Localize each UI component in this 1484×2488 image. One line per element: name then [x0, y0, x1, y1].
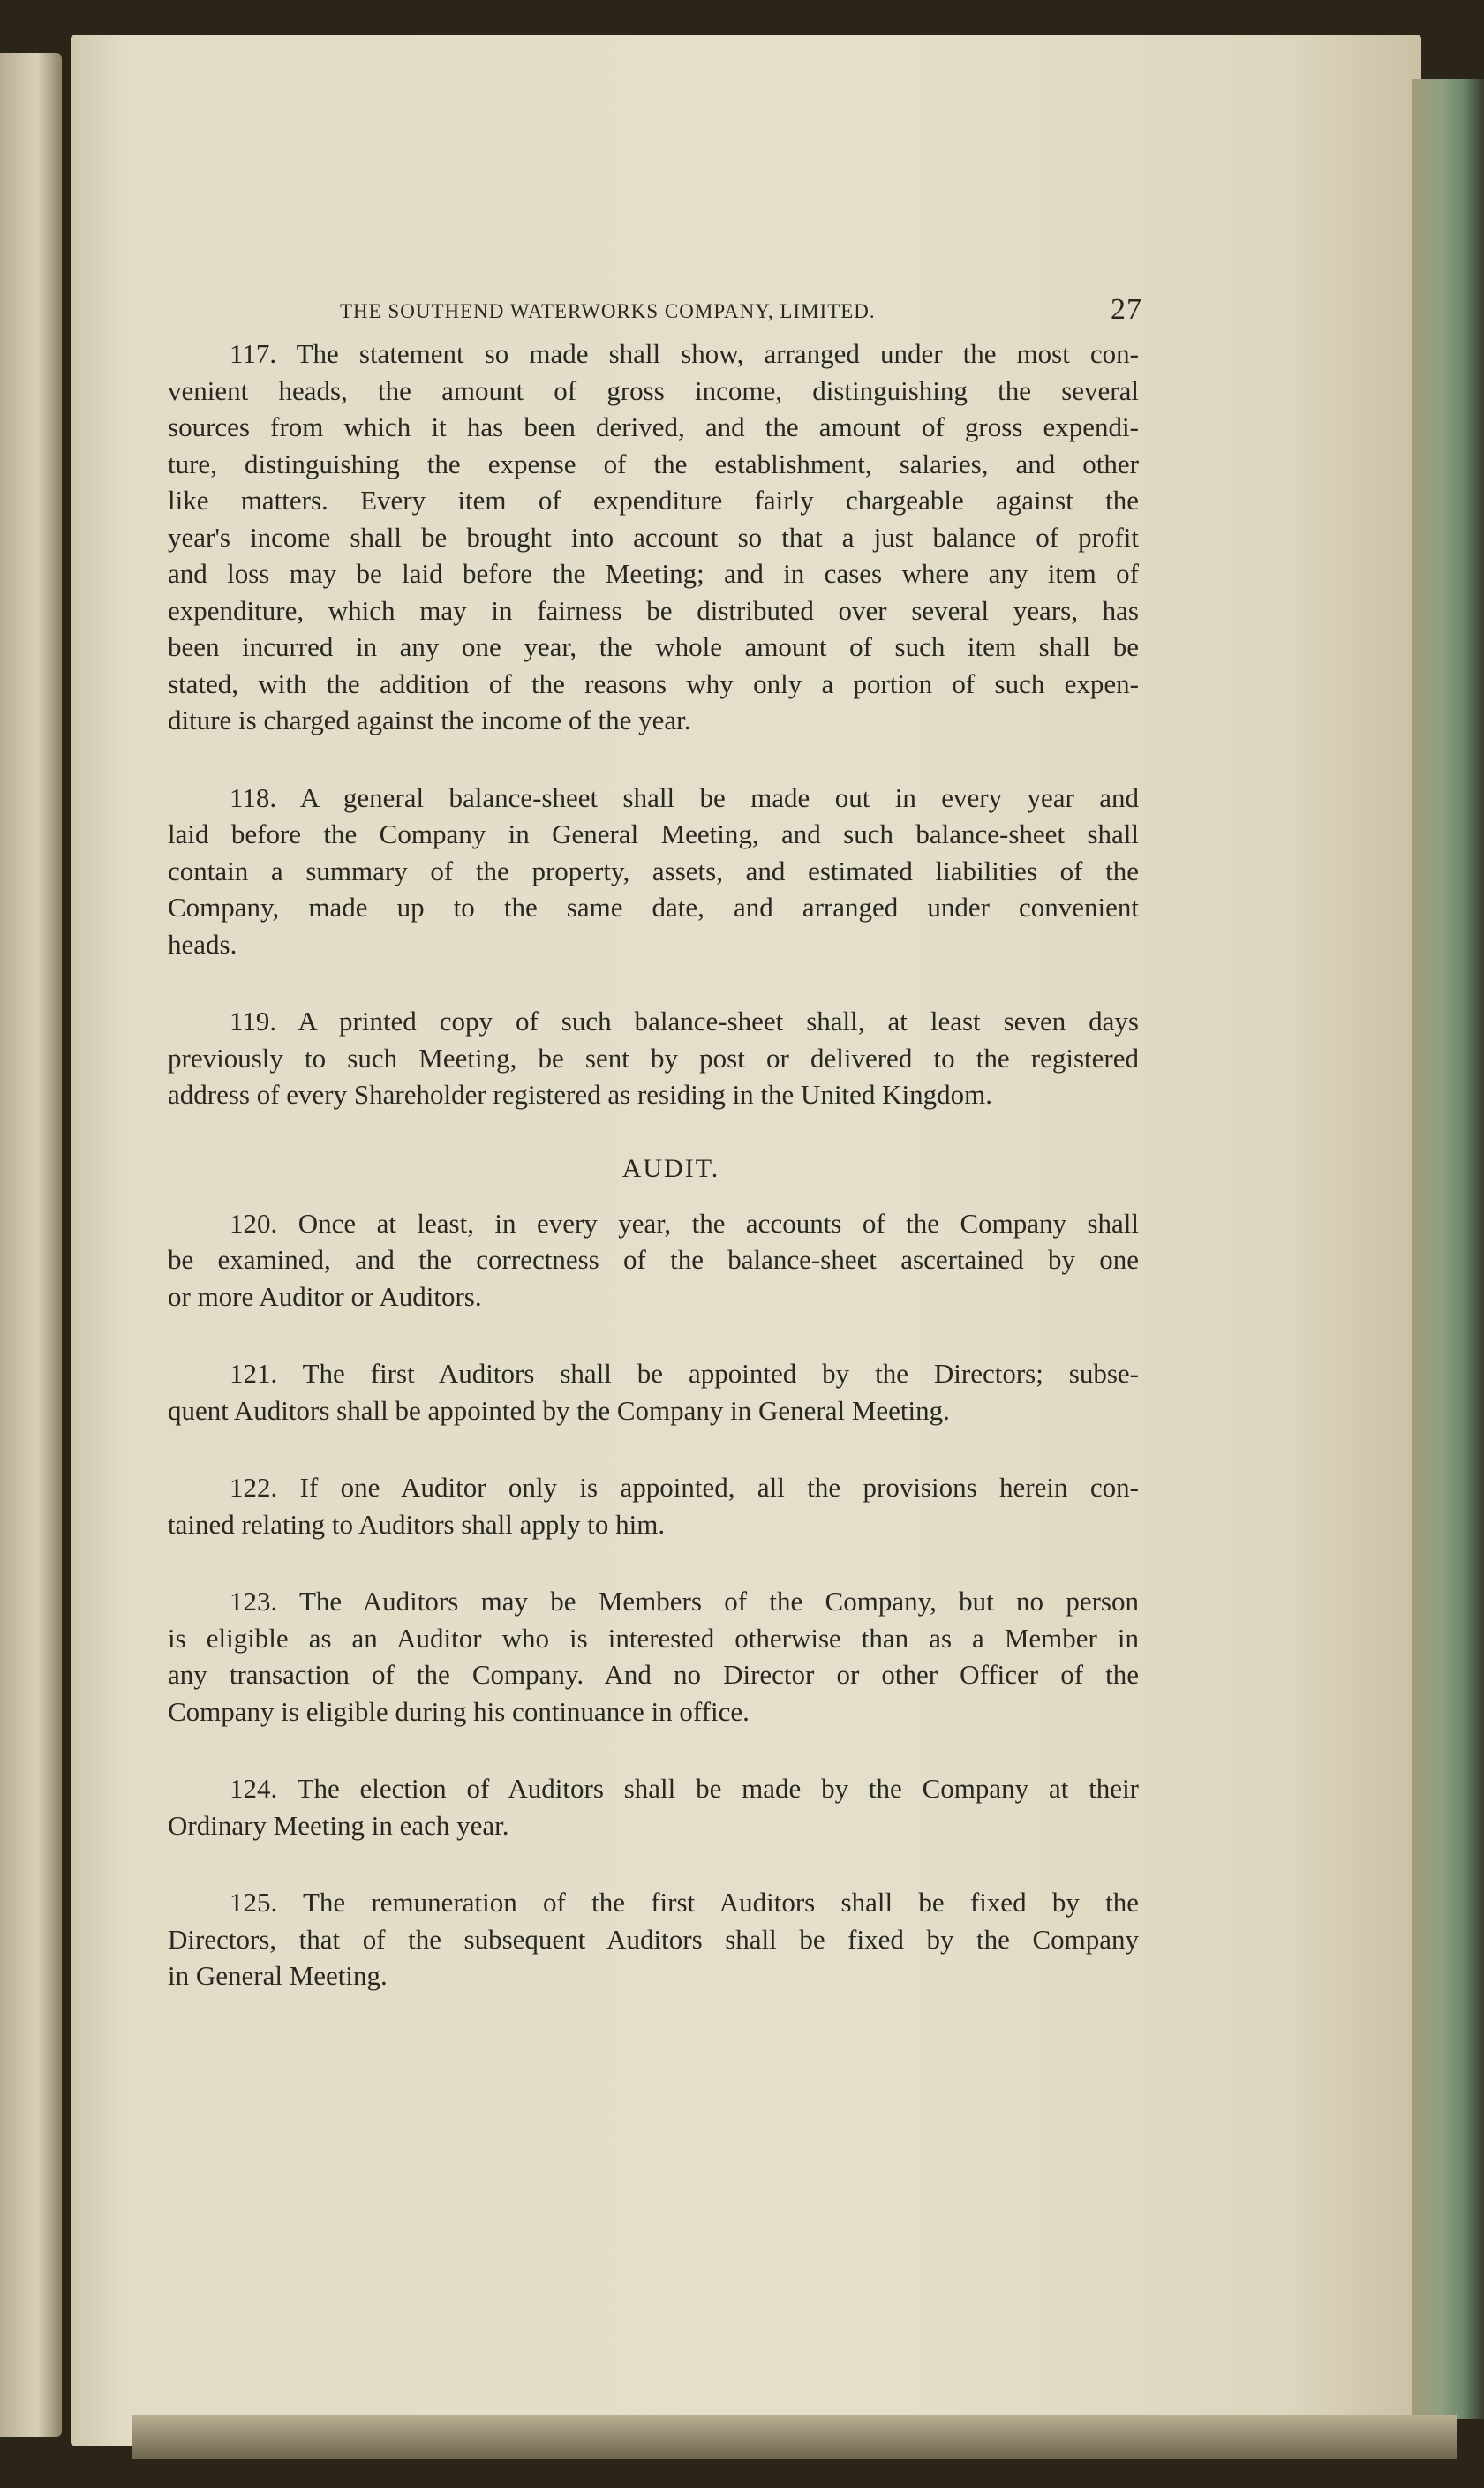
text-line: address of every Shareholder registered as residing in the United Kingdom. [168, 1079, 993, 1110]
text-line: heads. [168, 928, 237, 960]
article-paragraph [168, 1355, 1139, 1429]
article-paragraph [168, 780, 1139, 963]
text-line: 120. Once at least, in every year, the accounts of the Company shall [230, 1207, 1139, 1239]
text-line: Company, made up to the same date, and arranged under convenient [168, 892, 1139, 923]
text-line: like matters. Every item of expenditure fairly chargeable against the [168, 485, 1139, 516]
text-line: 124. The election of Auditors shall be made by the Company at their [230, 1773, 1139, 1804]
text-line: in General Meeting. [168, 1960, 388, 1991]
text-line: Company is eligible during his continuance in office. [168, 1695, 750, 1727]
article-paragraph [168, 1205, 1139, 1316]
text-line: 121. The first Auditors shall be appointed by the Directors; subse- [230, 1358, 1139, 1389]
paragraphs-before-audit [168, 336, 1139, 1113]
text-line: is eligible as an Auditor who is interested otherwise than as a Member in [168, 1622, 1139, 1654]
text-line: tained relating to Auditors shall apply to him. [168, 1508, 666, 1540]
article-paragraph [168, 1770, 1139, 1843]
text-line: expenditure, which may in fairness be distributed over several years, has [168, 594, 1139, 626]
paragraphs-audit [168, 1205, 1139, 1994]
text-line: previously to such Meeting, be sent by post or delivered to the registered [168, 1042, 1139, 1074]
text-line: year's income shall be brought into account so that a just balance of profit [168, 521, 1139, 553]
text-line: any transaction of the Company. And no Director or other Officer of the [168, 1659, 1139, 1690]
text-line: be examined, and the correctness of the balance-sheet ascertained by one [168, 1244, 1139, 1275]
article-paragraph [168, 1469, 1139, 1542]
text-line: Directors, that of the subsequent Auditors shall be fixed by the Company [168, 1923, 1139, 1955]
page-content [168, 291, 1142, 2035]
text-line: laid before the Company in General Meeting, and such balance-sheet shall [168, 818, 1139, 849]
text-line: ture, distinguishing the expense of the establishment, salaries, and other [168, 448, 1139, 479]
text-line: 123. The Auditors may be Members of the Company, but no person [230, 1586, 1139, 1617]
text-line: contain a summary of the property, assets, and estimated liabilities of the [168, 855, 1139, 886]
text-line: 118. A general balance-sheet shall be made out in every year and [230, 781, 1139, 813]
running-head [168, 291, 1142, 336]
text-line: stated, with the addition of the reasons why only a portion of such expen- [168, 667, 1139, 699]
text-line: venient heads, the amount of gross income, distinguishing the several [168, 374, 1139, 406]
facing-page-edge [0, 53, 62, 2437]
text-line: been incurred in any one year, the whole amount of such item shall be [168, 631, 1139, 662]
section-heading-audit: AUDIT. [621, 1153, 720, 1183]
text-line: or more Auditor or Auditors. [168, 1280, 482, 1312]
article-paragraph [168, 1884, 1139, 1994]
article-paragraph [168, 1583, 1139, 1730]
text-line: 122. If one Auditor only is appointed, all the provisions herein con- [230, 1472, 1139, 1503]
text-line: diture is charged against the income of the year. [168, 705, 691, 735]
text-line: 119. A printed copy of such balance-sheet shall, at least seven days [230, 1006, 1139, 1037]
running-head-title: THE SOUTHEND WATERWORKS COMPANY, LIMITED. [340, 300, 876, 322]
text-line: Ordinary Meeting in each year. [168, 1809, 509, 1841]
book-bottom-edge [132, 2415, 1457, 2459]
text-line: 125. The remuneration of the first Auditors shall be fixed by the [230, 1887, 1139, 1918]
book-fore-edge [1412, 79, 1484, 2419]
text-line: sources from which it has been derived, and the amount of gross expendi- [168, 411, 1139, 442]
text-line: 117. The statement so made shall show, arranged under the most con- [230, 338, 1139, 369]
page-number: 27 [1111, 293, 1142, 326]
text-line: quent Auditors shall be appointed by the Company in General Meeting. [168, 1394, 950, 1426]
article-paragraph [168, 1003, 1139, 1113]
text-line: and loss may be laid before the Meeting; and in cases where any item of [168, 558, 1139, 589]
article-paragraph [168, 336, 1139, 739]
